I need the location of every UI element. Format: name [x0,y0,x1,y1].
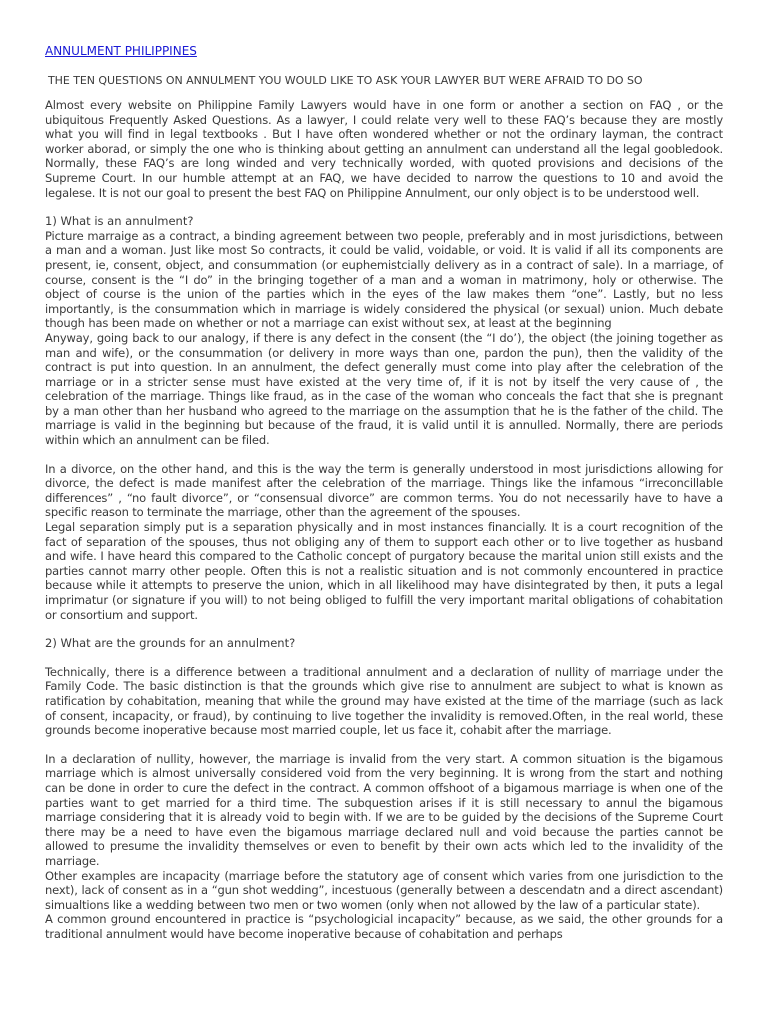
spacer [45,651,723,665]
q1-paragraph-annulment-defects: Anyway, going back to our analogy, if there is any defect in the consent (the “I do’), the object (the joining together as man and wife), or the consummation (or delivery in more ways than one, pardon the pun), then the validity of the contract is put into question. In an annulment, the defect generally must come into play after the celebration of the marriage or in a stricter sense must have existed at the very time of, if it is not by itself the very cause of , the celebration of the marriage. Things like fraud, as in the case of the woman who conceals the fact that she is pregnant by a man other than her husband who agreed to the marriage on the assumption that he is the father of the child. The marriage is valid in the beginning but because of the fraud, it is valid until it is annulled. Normally, there are periods within which an annulment can be filed. [45,330,723,448]
q1-paragraph-marriage-contract: Picture marraige as a contract, a binding agreement between two people, preferably and in most jurisdictions, between a man and a woman. Just like most So contracts, it could be valid, voidable, or void. It is valid if all its components are present, ie, consent, object, and consummation (or euphemistcially delivery as in a contract of sale). In a marriage, of course, consent is the “I do” in the bringing together of a man and a woman in matrimony, holy or otherwise. The object of course is the union of the parties which in the eyes of the law makes them “one”. Lastly, but no less importantly, is the consummation which in marriage is widely considered the physical (or sexual) union. Much debate though has been made on whether or not a marriage can exist without sex, at least at the beginning [45,228,723,331]
document-title-link[interactable]: ANNULMENT PHILIPPINES [45,44,197,58]
q2-paragraph-other-examples: Other examples are incapacity (marriage before the statutory age of consent which varies from one jurisdiction to the next), lack of consent as in a “gun shot wedding”, incestuous (generally between a descendatn and a direct ascendant) simualtions like a wedding between two men or two women (only when not allowed by the law of a particular state). [45,868,723,912]
document-page [45,43,723,941]
q1-paragraph-divorce: In a divorce, on the other hand, and this is the way the term is generally understood in most jurisdictions allowing for divorce, the defect is made manifest after the celebration of the marriage. Things like the infamous “irreconcillable differences” , “no fault divorce”, or “consensual divorce” are common terms. You do not necessarily have to have a specific reason to terminate the marriage, other than the agreement of the spouses. [45,461,723,520]
q2-paragraph-psychological-incapacity: A common ground encountered in practice is “psychologicial incapacity” because, as we said, the other grounds for a traditional annulment would have become inoperative because of cohabitation and perhaps [45,912,723,941]
q1-paragraph-legal-separation: Legal separation simply put is a separation physically and in most instances financially. It is a court recognition of the fact of separation of the spouses, thus not obliging any of them to support each other or to live together as husband and wife. I have heard this compared to the Catholic concept of purgatory because the marital union still exists and the parties cannot marry other people. Often this is not a realistic situation and is not commonly encountered in practice because while it attempts to preserve the union, which in all likelihood may have disintegrated by then, it puts a legal imprimatur (or signature if you will) to not being obliged to fulfill the very important marital obligations of cohabitation or consortium and support. [45,520,723,622]
spacer [45,622,723,636]
question-1-heading: 1) What is an annulment? [45,214,194,229]
spacer [45,738,723,752]
document-subtitle: THE TEN QUESTIONS ON ANNULMENT YOU WOULD LIKE TO ASK YOUR LAWYER BUT WERE AFRAID TO DO SO [48,74,643,87]
q2-paragraph-annulment-vs-nullity: Technically, there is a difference between a traditional annulment and a declaration of nullity of marriage under the Family Code. The basic distinction is that the grounds which give rise to annulment are subject to what is known as ratification by cohabitation, meaning that while the ground may have existed at the time of the marriage (such as lack of consent, incapacity, or fraud), by continuing to live together the invalidity is removed.Often, in the real world, these grounds become inoperative because most married couple, let us face it, cohabit after the marriage. [45,664,723,738]
spacer [45,200,723,214]
intro-paragraph: Almost every website on Philippine Family Lawyers would have in one form or another a section on FAQ , or the ubiquitous Frequently Asked Questions. As a lawyer, I could relate very well to these FAQ’s because they are mostly what you will find in legal textbooks . But I have often wondered whether or not the ordinary layman, the contract worker aborad, or simply the one who is thinking about getting an annulment can understand all the legal goobledook. Normally, these FAQ’s are long winded and very technically worded, with quoted provisions and decisions of the Supreme Court. In our humble attempt at an FAQ, we have decided to narrow the questions to 10 and avoid the legalese. It is not our goal to present the best FAQ on Philippine Annulment, our only object is to be understood well. [45,98,723,200]
question-2-heading: 2) What are the grounds for an annulment? [45,636,296,651]
spacer [45,448,723,462]
q2-paragraph-declaration-of-nullity: In a declaration of nullity, however, the marriage is invalid from the very start. A common situation is the bigamous marriage which is almost universally considered void from the very beginning. It is wrong from the start and nothing can be done in order to cure the defect in the contract. A common offshoot of a bigamous marriage is when one of the parties want to get married for a third time. The subquestion arises if it is still necessary to annul the bigamous marriage considering that it is already void to begin with. If we are to be guided by the decisions of the Supreme Court there may be a need to have even the bigamous marriage declared null and void because the parties cannot be allowed to presume the invalidity themselves or even to benefit by their own acts which led to the invalidity of the marriage. [45,751,723,868]
